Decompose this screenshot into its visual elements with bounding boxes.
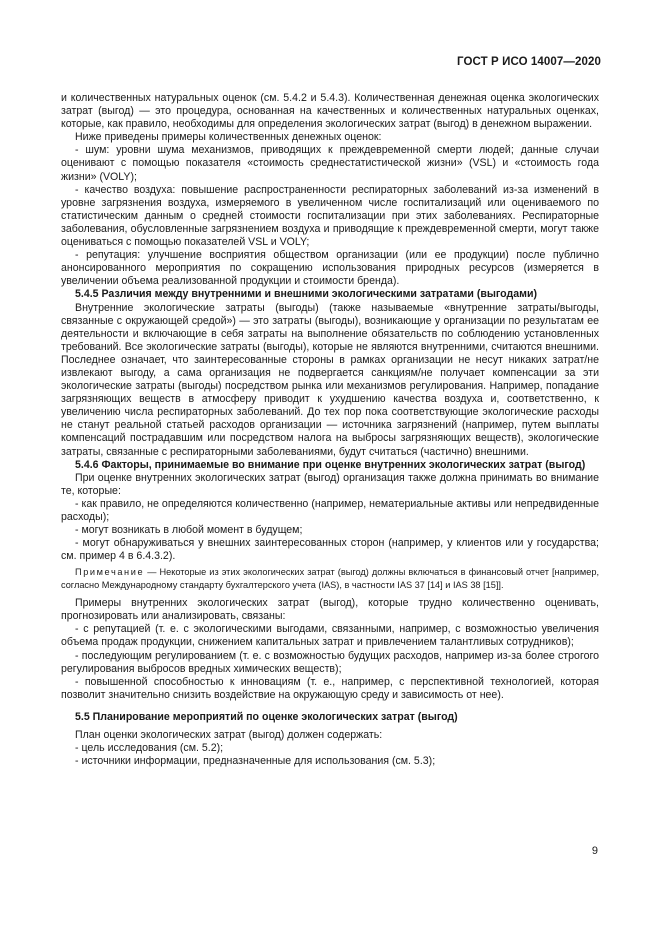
page-body	[61, 92, 599, 768]
note	[61, 566, 599, 591]
paragraph: и количественных натуральных оценок (см. 5.4.2 и 5.4.3). Количественная денежная оценка экологических затрат (выгод) — это процедура, основанная на качественных и количественных натуральных оценках, которые, как правило, необходимы для определения экологических затрат (выгод) в денежном выражении.	[61, 92, 599, 131]
list-item: - повышенной способностью к инновациям (т. е., например, с перспективной технологией, которая позволит значительно снизить воздействие на окружающую среду и зависимость от нее).	[61, 675, 599, 701]
section-heading-5-4-6: 5.4.6 Факторы, принимаемые во внимание при оценке внутренних экологических затрат (выгод)	[75, 458, 586, 471]
paragraph: Внутренние экологические затраты (выгоды) (также называемые «внутренние затраты/выгоды, связанные с окружающей средой») — это затраты (выгоды), возникающие у организации по результатам ее деятельности и включающие в себя затраты на выполнение обязательств по соблюдению установленных требований. Все экологические затраты (выгоды), которые не являются внутренними, считаются внешними. Последнее означает, что заинтересованные стороны в рамках организации не несут никаких затрат/не извлекают выгоду, а сама организация не подвергается санкциям/не получает компенсации за эти экологические затраты (выгоды) посредством рынка или механизмов регулирования. Например, попадание загрязняющих веществ в атмосферу приводит к ухудшению качества воздуха и, соответственно, к увеличению числа респираторных заболеваний. До тех пор пока соответствующие экологические расходы не станут реальной статьей расходов организации — источника загрязнений (например, путем выплаты компенсаций пострадавшим или посредством налога на выбросы загрязняющих веществ), экологические затраты, связанные с респираторными заболеваниями, будут считаться (частично) внешними.	[61, 301, 599, 458]
list-item: - с репутацией (т. е. с экологическими выгодами, связанными, например, с возможностью увеличения объема продаж продукции, снижением капитальных затрат и привлечением талантливых сотрудников);	[61, 623, 599, 649]
paragraph: Ниже приведены примеры количественных денежных оценок:	[75, 131, 382, 144]
list-item: - качество воздуха: повышение распространенности респираторных заболеваний из-за изменений в уровне загрязнения воздуха, измеряемого в увеличенном числе госпитализаций или оцениваемого по статистическим данным о средней стоимости госпитализации при этих заболеваниях. Респираторные заболевания, обусловленные загрязнением воздуха и приводящие к преждевременной смерти, могут также оцениваться с помощью показателей VSL и VOLY;	[61, 183, 599, 249]
paragraph: Примеры внутренних экологических затрат (выгод), которые трудно количественно оценивать, прогнозировать или анализировать, связаны:	[61, 597, 599, 623]
note-label: Примечание	[75, 567, 145, 578]
paragraph: При оценке внутренних экологических затрат (выгод) организация также должна принимать во внимание те, которые:	[61, 471, 599, 497]
list-item: - шум: уровни шума механизмов, приводящих к преждевременной смерти людей; данные случаи оценивают с помощью показателя «стоимость среднестатистической жизни» (VSL) и «стоимость года жизни» (VOLY);	[61, 144, 599, 183]
section-heading-5-4-5: 5.4.5 Различия между внутренними и внешними экологическими затратами (выгодами)	[75, 288, 538, 301]
list-item: - могут обнаруживаться у внешних заинтересованных сторон (например, у клиентов или у государства; см. пример 4 в 6.4.3.2).	[61, 537, 599, 563]
document-id-header: ГОСТ Р ИСО 14007—2020	[456, 56, 601, 68]
list-item: - репутация: улучшение восприятия обществом организации (или ее продукции) после публично анонсированного мероприятия по сокращению использования природных ресурсов (измеряется в увеличении объема реализованной продукции и стоимости бренда).	[61, 249, 599, 288]
list-item: - цель исследования (см. 5.2);	[75, 742, 224, 755]
list-item: - могут возникать в любой момент в будущем;	[75, 524, 303, 537]
note-text: — Некоторые из этих экологических затрат (выгод) должны включаться в финансовый отчет [например, согласно Международному стандарту бухгалтерского учета (IAS), в частности IAS 37 [14] и IAS 38 [15]].	[61, 567, 599, 590]
section-heading-5-5: 5.5 Планирование мероприятий по оценке экологических затрат (выгод)	[75, 710, 458, 723]
list-item: - последующим регулированием (т. е. с возможностью будущих расходов, например из-за более строгого регулирования выбросов вредных химических веществ);	[61, 649, 599, 675]
list-item: - источники информации, предназначенные для использования (см. 5.3);	[75, 755, 436, 768]
page-number: 9	[591, 845, 598, 857]
paragraph: План оценки экологических затрат (выгод) должен содержать:	[75, 729, 383, 742]
list-item: - как правило, не определяются количественно (например, нематериальные активы или непредвиденные расходы);	[61, 497, 599, 523]
